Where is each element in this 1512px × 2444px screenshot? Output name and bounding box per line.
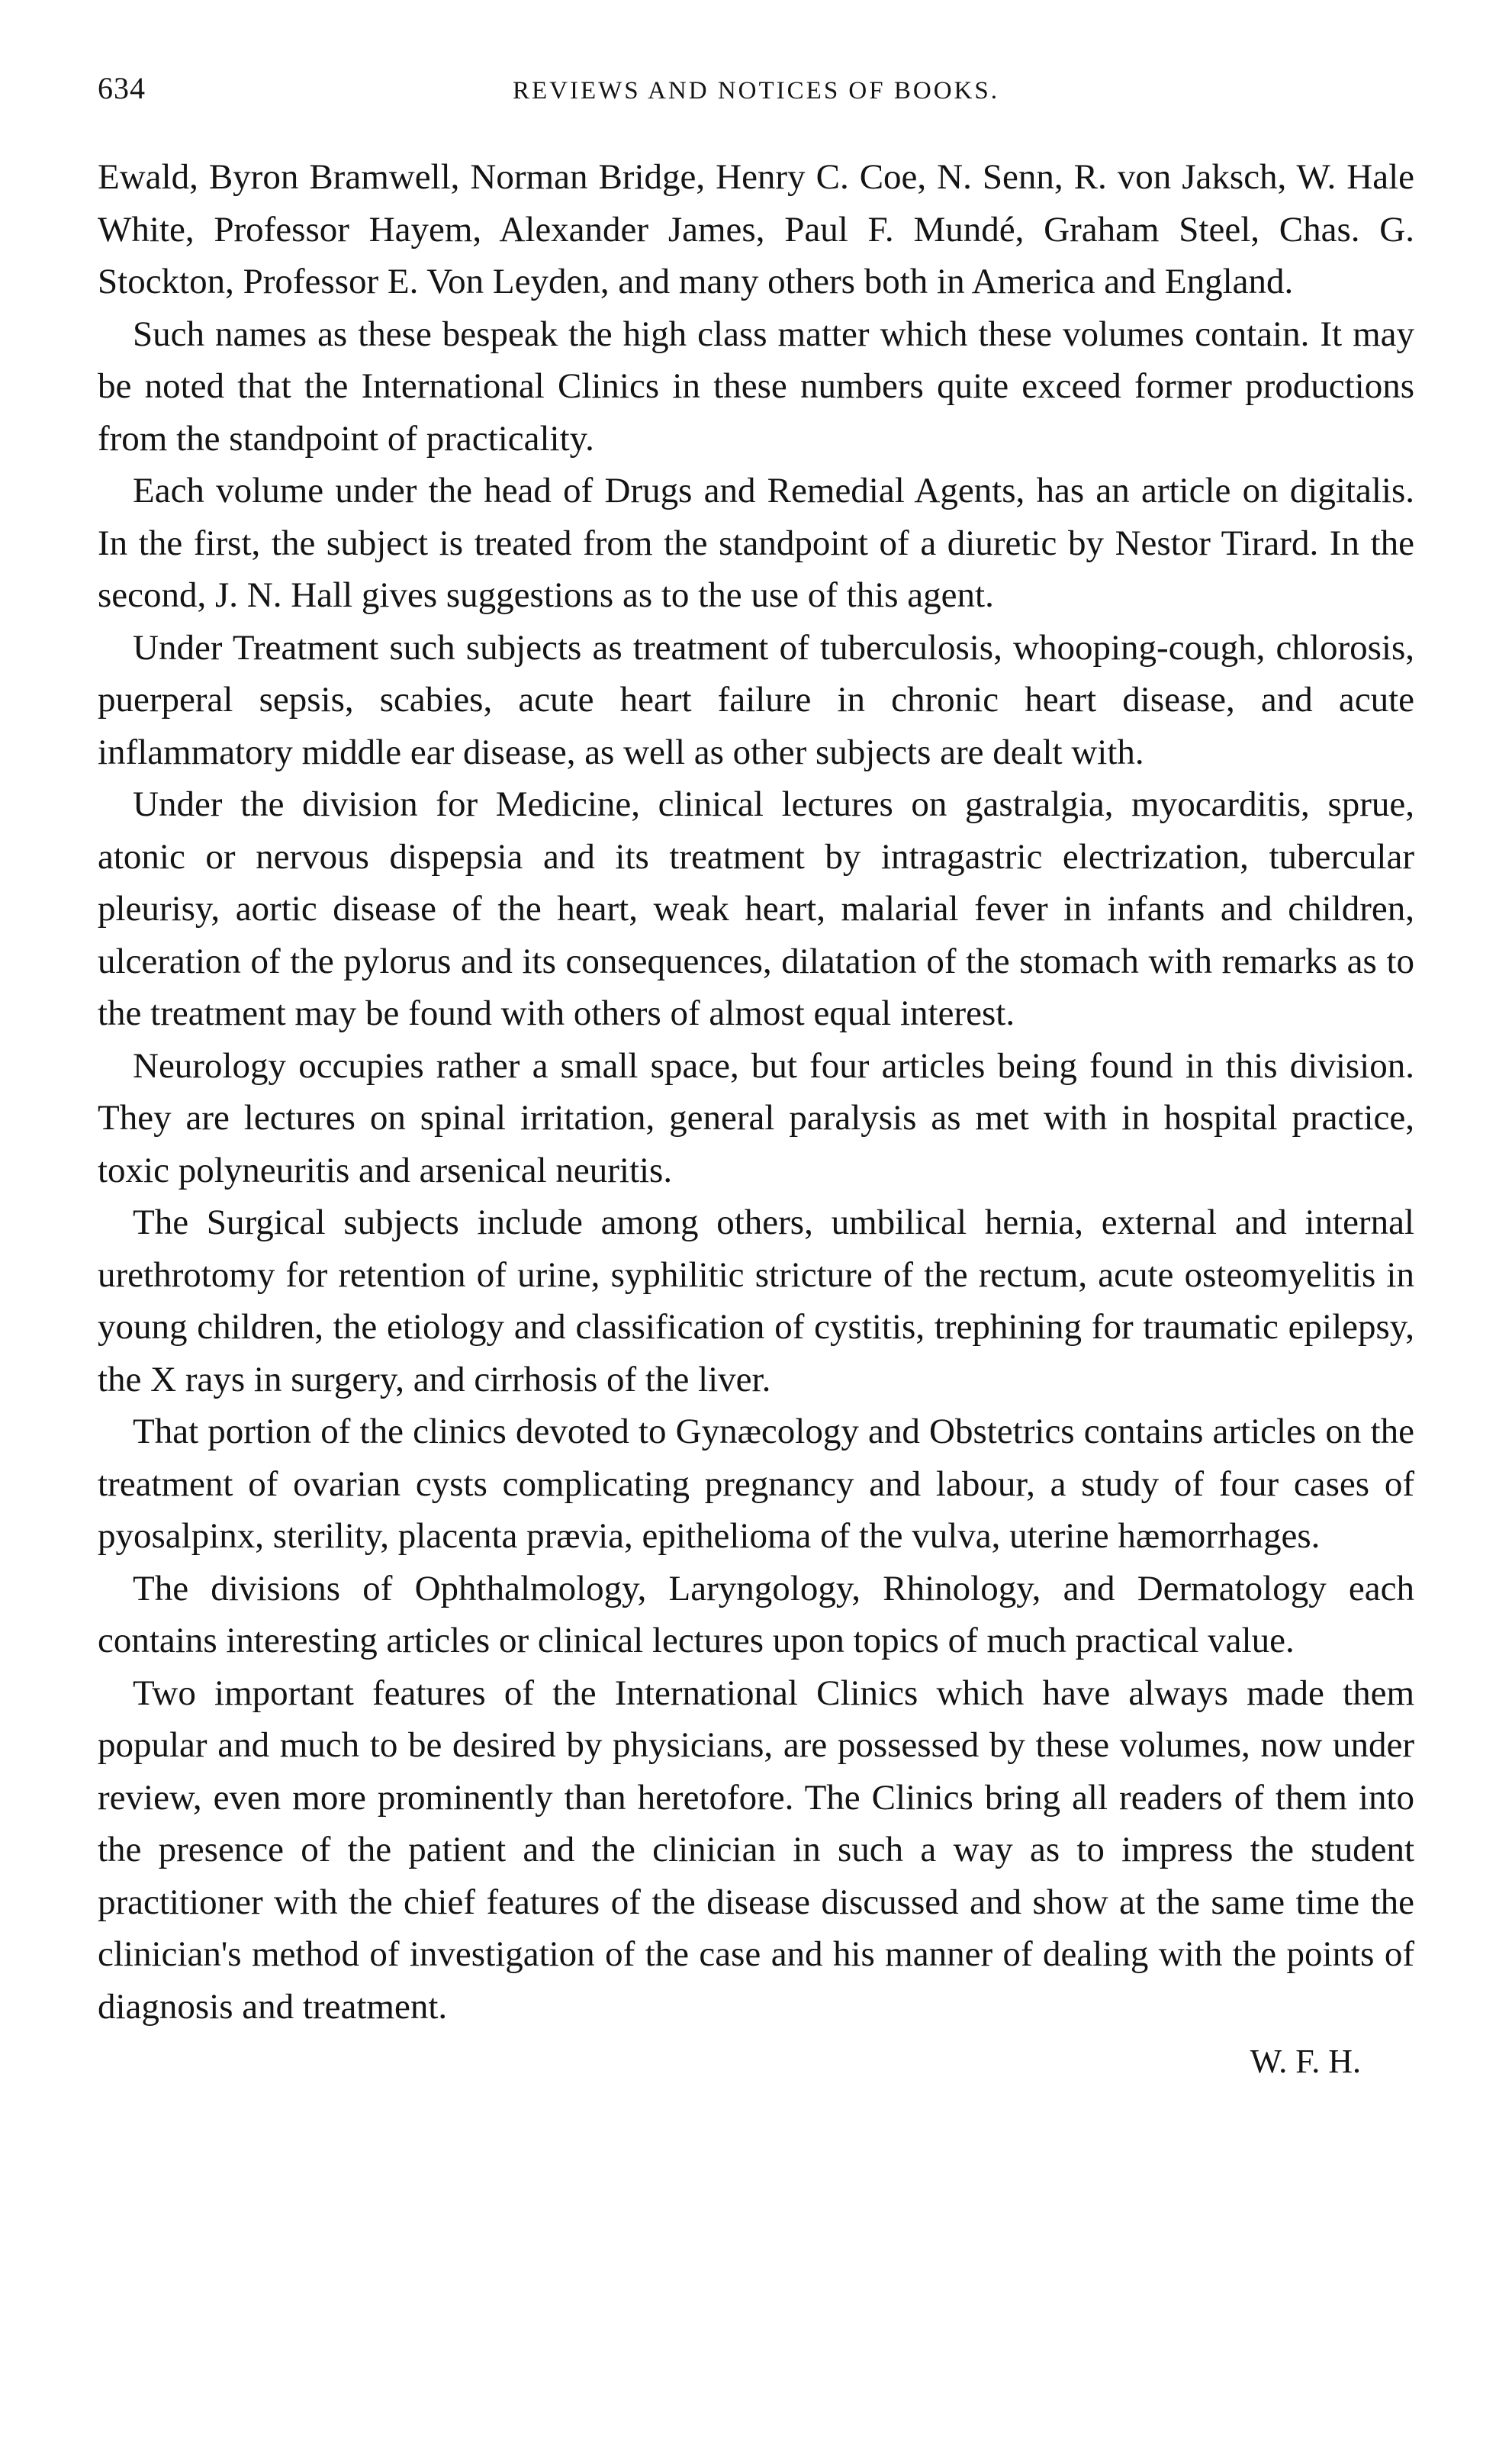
paragraph: Such names as these bespeak the high class matter which these volumes contain. It may be noted that the International Clinics in these numbers quite exceed former productions from the standpoint of practicality. bbox=[98, 314, 1414, 459]
paragraph: Under Treatment such subjects as treatment of tuberculosis, whooping-cough, chlorosis, puerperal sepsis, scabies, acute heart failure in chronic heart disease, and acute inflammatory middle ear disease, as well as other subjects are dealt with. bbox=[98, 627, 1414, 772]
paragraph: Two important features of the International Clinics which have always made them popular and much to be desired by physicians, are possessed by these volumes, now under review, even more prominently than heretofore. The Clinics bring all readers of them into the presence of the patient and the clinician in such a way as to impress the student practitioner with the chief features of the disease discussed and show at the same time the clinician's method of investigation of the case and his manner of dealing with the points of diagnosis and treatment. bbox=[98, 1673, 1414, 2027]
running-title: REVIEWS AND NOTICES OF BOOKS. bbox=[513, 77, 999, 105]
paragraph: Each volume under the head of Drugs and Remedial Agents, has an article on digitalis. In the first, the subject is treated from the standpoint of a diuretic by Nestor Tirard. In the second, J. N. Hall gives suggestions as to the use of this agent. bbox=[98, 471, 1414, 615]
paragraph: That portion of the clinics devoted to Gynæcology and Obstetrics contains articles on the treatment of ovarian cysts complicating pregnancy and labour, a study of four cases of pyosalpinx, sterility, placenta prævia, epithelioma of the vulva, uterine hæmorrhages. bbox=[98, 1412, 1414, 1556]
running-head bbox=[98, 70, 1414, 124]
paragraph: Neurology occupies rather a small space, but four articles being found in this division. They are lectures on spinal irritation, general paralysis as met with in hospital practice, toxic polyneuritis and arsenical neuritis. bbox=[98, 1045, 1414, 1190]
paragraph: The divisions of Ophthalmology, Laryngology, Rhinology, and Dermatology each contains interesting articles or clinical lectures upon topics of much practical value. bbox=[98, 1568, 1414, 1660]
page-number: 634 bbox=[98, 71, 146, 105]
document-page bbox=[98, 70, 1414, 2088]
reviewer-signature: W. F. H. bbox=[1250, 2043, 1361, 2080]
paragraph: Ewald, Byron Bramwell, Norman Bridge, Henry C. Coe, N. Senn, R. von Jaksch, W. Hale White, Professor Hayem, Alexander James, Paul F. Mundé, Graham Steel, Chas. G. Stockton, Professor E. Von Leyden, and many others both in America and England. bbox=[98, 157, 1414, 301]
paragraph: Under the division for Medicine, clinical lectures on gastralgia, myocarditis, sprue, atonic or nervous dispepsia and its treatment by intragastric electrization, tubercular pleurisy, aortic disease of the heart, weak heart, malarial fever in infants and children, ulceration of the pylorus and its consequences, dilatation of the stomach with remarks as to the treatment may be found with others of almost equal interest. bbox=[98, 784, 1414, 1033]
article-body bbox=[98, 151, 1414, 2088]
paragraph: The Surgical subjects include among others, umbilical hernia, external and internal urethrotomy for retention of urine, syphilitic stricture of the rectum, acute osteomyelitis in young children, the etiology and classification of cystitis, trephining for traumatic epilepsy, the X rays in surgery, and cirrhosis of the liver. bbox=[98, 1203, 1414, 1399]
